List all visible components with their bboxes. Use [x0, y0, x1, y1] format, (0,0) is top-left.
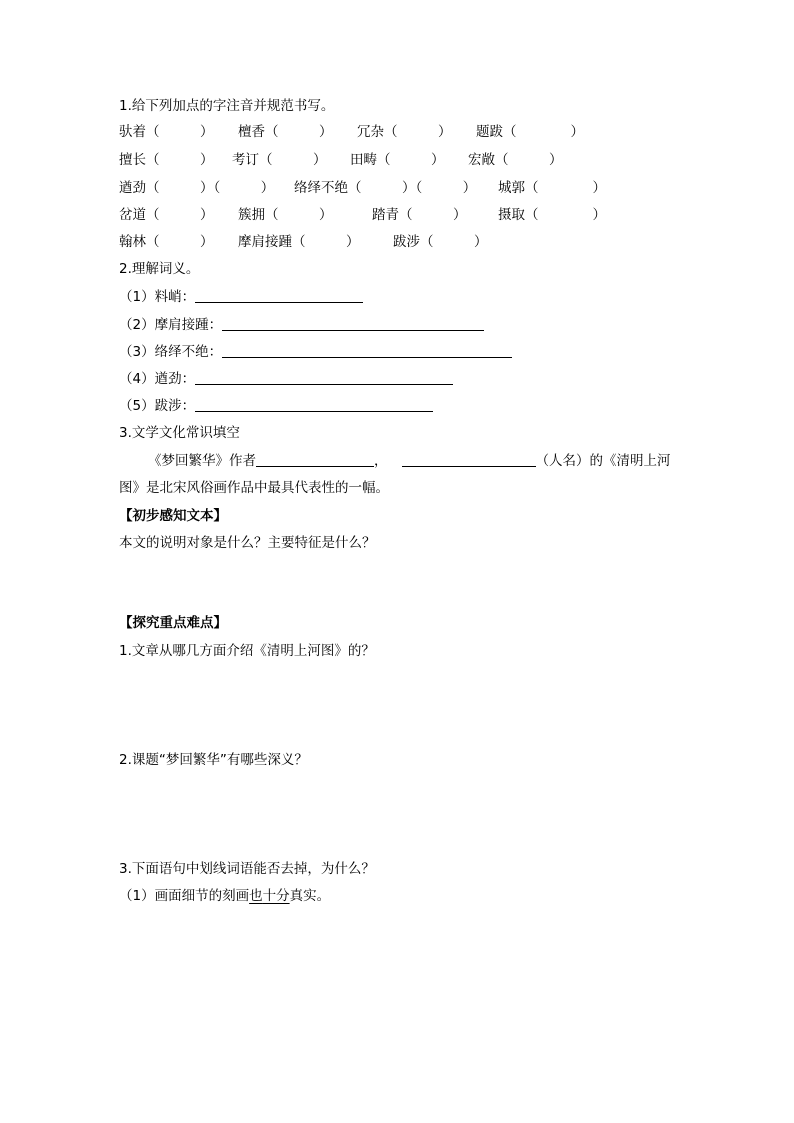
pinyin-item: 岔道（ ）: [119, 207, 214, 223]
answer-blank[interactable]: [195, 397, 433, 412]
answer-blank[interactable]: [222, 316, 484, 331]
pinyin-item: 摄取（ ）: [498, 207, 606, 223]
q1-title: 1.给下列加点的字注音并规范书写。: [119, 98, 335, 114]
pinyin-item: 冗杂（ ）: [357, 124, 452, 140]
pinyin-item: 踏青（ ）: [372, 207, 467, 223]
pinyin-item: 题跋（ ）: [476, 124, 584, 140]
pinyin-item: 跋涉（ ）: [393, 234, 488, 250]
question: 1.文章从哪几方面介绍《清明上河图》的？: [119, 643, 375, 659]
definition-item: （3）络绎不绝：: [119, 343, 512, 361]
pinyin-item: 城郭（ ）: [498, 180, 606, 196]
pinyin-item: 考订（ ）: [232, 152, 327, 168]
pinyin-item: 翰林（ ）: [119, 234, 214, 250]
definition-item: （1）料峭：: [119, 288, 363, 306]
question: 2.课题“梦回繁华”有哪些深义？: [119, 752, 308, 768]
underlined-word: 也: [249, 888, 263, 904]
fill-line-cont: 图》是北宋风俗画作品中最具代表性的一幅。: [119, 480, 389, 496]
sub-question: （1）画面细节的刻画也十分真实。: [119, 888, 331, 904]
definition-item: （2）摩肩接踵：: [119, 316, 484, 334]
q2-title: 2.理解词义。: [119, 261, 200, 277]
pinyin-item: 摩肩接踵（ ）: [238, 234, 360, 250]
author-blank[interactable]: [256, 452, 374, 467]
answer-blank[interactable]: [195, 288, 363, 303]
section-heading: 【探究重点难点】: [119, 615, 227, 631]
question: 3.下面语句中划线词语能否去掉，为什么？: [119, 861, 375, 877]
answer-blank[interactable]: [195, 370, 453, 385]
pinyin-item: 宏敞（ ）: [468, 152, 563, 168]
q3-title: 3.文学文化常识填空: [119, 425, 240, 441]
definition-item: （4）遒劲：: [119, 370, 453, 388]
pinyin-item: 擅长（ ）: [119, 152, 214, 168]
fill-line: 《梦回繁华》作者 ， （人名）的《清明上河: [148, 453, 671, 469]
pinyin-item: 络绎不绝（ ）（ ）: [294, 180, 477, 196]
section-heading: 【初步感知文本】: [119, 508, 227, 524]
pinyin-item: 遒劲（ ）（ ）: [119, 180, 275, 196]
answer-blank[interactable]: [222, 343, 512, 358]
person-blank[interactable]: [402, 452, 536, 467]
pinyin-item: 檀香（ ）: [238, 124, 333, 140]
underlined-word: 十分: [262, 888, 290, 904]
pinyin-item: 簇拥（ ）: [238, 207, 333, 223]
pinyin-item: 田畴（ ）: [350, 152, 445, 168]
pinyin-item: 驮着（ ）: [119, 124, 214, 140]
definition-item: （5）跋涉：: [119, 397, 433, 415]
question: 本文的说明对象是什么？主要特征是什么？: [119, 535, 376, 551]
